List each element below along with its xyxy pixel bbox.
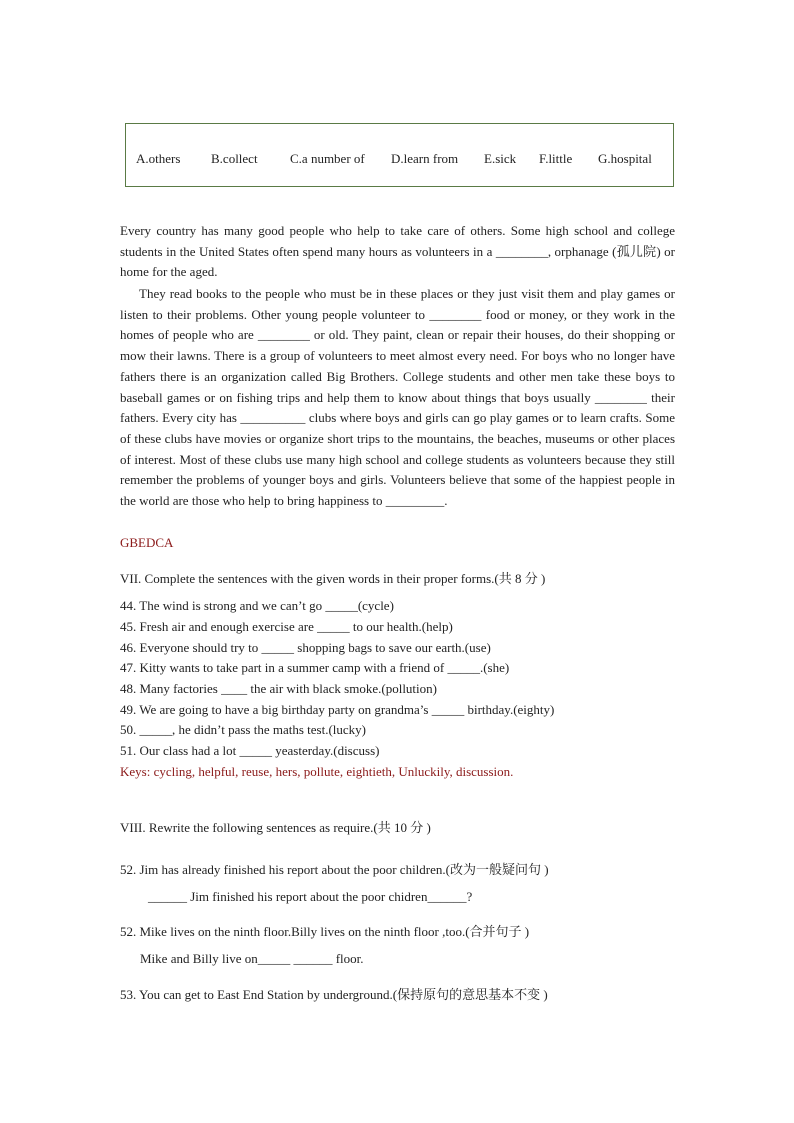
question-48: 48. Many factories ____ the air with black smoke.(pollution) (120, 681, 437, 696)
option-e: E.sick (484, 151, 517, 166)
option-g: G.hospital (598, 151, 652, 166)
question-52b-answer-line: Mike and Billy live on_____ ______ floor. (140, 951, 364, 966)
question-52a-answer-line: ______ Jim finished his report about the poor chidren______? (148, 889, 473, 904)
question-52b: 52. Mike lives on the ninth floor.Billy lives on the ninth floor ,too.(合并句子 ) (120, 924, 530, 939)
section-8-heading: VIII. Rewrite the following sentences as require.(共 10 分 ) (120, 820, 431, 835)
option-c: C.a number of (290, 151, 365, 166)
question-47: 47. Kitty wants to take part in a summer camp with a friend of _____.(she) (120, 660, 510, 675)
question-46: 46. Everyone should try to _____ shopping bags to save our earth.(use) (120, 640, 491, 655)
question-44: 44. The wind is strong and we can’t go _____(cycle) (120, 598, 394, 613)
question-51: 51. Our class had a lot _____ yeasterday.(discuss) (120, 743, 380, 758)
question-49: 49. We are going to have a big birthday party on grandma’s _____ birthday.(eighty) (120, 702, 555, 717)
question-53: 53. You can get to East End Station by underground.(保持原句的意思基本不变 ) (120, 987, 548, 1002)
section-7-heading: VII. Complete the sentences with the given words in their proper forms.(共 8 分 ) (120, 571, 546, 586)
question-50: 50. _____, he didn’t pass the maths test.(lucky) (120, 722, 367, 737)
question-45: 45. Fresh air and enough exercise are _____ to our health.(help) (120, 619, 453, 634)
section-7-keys: Keys: cycling, helpful, reuse, hers, pollute, eightieth, Unluckily, discussion. (120, 764, 514, 779)
passage-paragraph-2: They read books to the people who must be in these places or they just visit them and play games or listen to their problems. Other young people volunteer to ________ food or money, or they work in the homes of people who are ________ or old. They paint, clean or repair their houses, do their shopping or mow their lawns. There is a group of volunteers to meet almost every need. For boys who no longer have fathers there is an organization called Big Brothers. College students and other men take these boys to baseball games or on fishing trips and help them to know about things that boys usually ________ their fathers. Every city has __________ clubs where boys and girls can go play games or to learn crafts. Some of these clubs have movies or organize short trips to the mountains, the beaches, museums or other places of interest. Most of these clubs use many high school and college students as volunteers because they still remember the problems of younger boys and girls. Volunteers believe that some of the happiest people in the world are those who help to bring happiness to _________. (120, 286, 675, 509)
question-52a: 52. Jim has already finished his report about the poor children.(改为一般疑问句 ) (120, 862, 549, 877)
option-f: F.little (539, 151, 573, 166)
option-a: A.others (136, 151, 181, 166)
passage-paragraph-1: Every country has many good people who help to take care of others. Some high school and college students in the United States often spend many hours as volunteers in a ________, orphanage (孤儿院) or home for the aged. (120, 223, 675, 280)
option-b: B.collect (211, 151, 258, 166)
passage-answer-key: GBEDCA (120, 535, 174, 550)
option-d: D.learn from (391, 151, 459, 166)
word-options-box (125, 123, 674, 187)
